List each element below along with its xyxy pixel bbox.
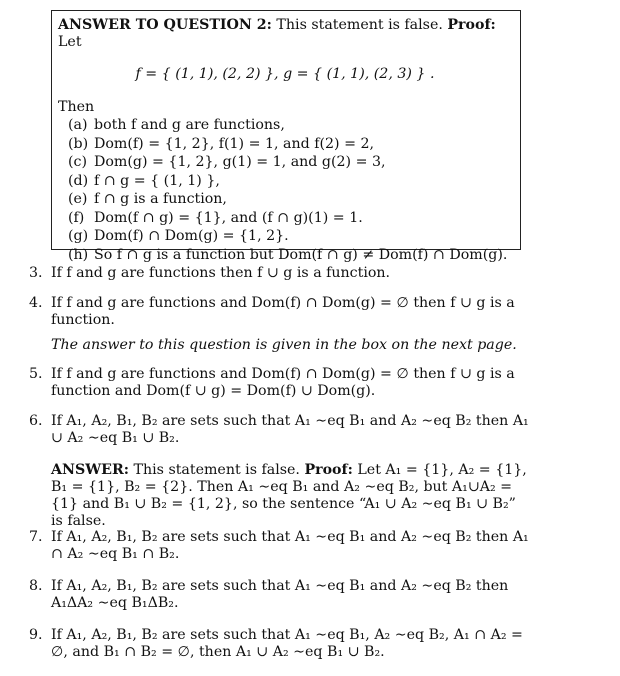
definition-formula: f = { (1, 1), (2, 2) }, g = { (1, 1), (2, 3) } . [135,66,435,82]
proof-step: (f) Dom(f ∩ g) = {1}, and (f ∩ g)(1) = 1. [68,209,363,226]
question-number: 4. [29,295,43,311]
answer-intro-text: This statement is false. [271,17,448,33]
then-label: Then [58,99,95,115]
question-8 [29,578,534,612]
question-number: 5. [29,366,43,382]
answer-question-6 [51,462,531,530]
question-text: If A₁, A₂, B₁, B₂ are sets such that A₁ ∼eq B₁ and A₂ ∼eq B₂ then A₁ ∪ A₂ ∼eq B₁ ∪ B₂. [51,413,529,446]
proof-step-text: Dom(f) = {1, 2}, f(1) = 1, and f(2) = 2, [94,135,375,152]
question-9 [29,627,534,661]
question-6 [29,413,534,447]
question-4 [29,295,534,329]
question-text: If A₁, A₂, B₁, B₂ are sets such that A₁ ∼eq B₁ and A₂ ∼eq B₂ then A₁ ∩ A₂ ∼eq B₁ ∩ B₂. [51,529,529,562]
proof-step: (c) Dom(g) = {1, 2}, g(1) = 1, and g(2) = 3, [68,154,386,170]
proof-step: (g) Dom(f) ∩ Dom(g) = {1, 2}. [68,228,289,244]
answer-text: Let A₁ = {1}, A₂ = {1}, B₁ = {1}, B₂ = {2}. Then A₁ ∼eq B₁ and A₂ ∼eq B₂, but A₁∪A₂ = {1} and B₁ ∪ B₂ = {1, 2}, so the sentence “A₁ ∪ A₂ ∼eq B₁ ∪ B₂” is false. [51,462,527,529]
proof-step: (e) f ∩ g is a function, [68,191,227,207]
question-text: If A₁, A₂, B₁, B₂ are sets such that A₁ ∼eq B₁, A₂ ∼eq B₂, A₁ ∩ A₂ = ∅, and B₁ ∩ B₂ = ∅, then A₁ ∪ A₂ ∼eq B₁ ∪ B₂. [51,627,523,660]
proof-step-text: Dom(f) ∩ Dom(g) = {1, 2}. [94,228,289,244]
question-number: 7. [29,529,43,545]
proof-tail: Let [58,34,82,50]
proof-step-text: Dom(g) = {1, 2}, g(1) = 1, and g(2) = 3, [94,154,386,170]
question-text: If f and g are functions then f ∪ g is a function. [51,265,391,281]
question-number: 8. [29,578,43,594]
answer-box-question-2 [51,10,521,263]
proof-step-text: both f and g are functions, [94,117,285,133]
question-number: 3. [29,265,43,281]
proof-step: (a) both f and g are functions, [68,117,285,133]
proof-step-text: f ∩ g is a function, [94,191,227,207]
question-text: If f and g are functions and Dom(f) ∩ Dom(g) = ∅ then f ∪ g is a function and Dom(f ∪ g) = Dom(f) ∪ Dom(g). [51,366,515,399]
proof-label: Proof: [304,462,353,478]
proof-step: (h) So f ∩ g is a function but Dom(f ∩ g) ≠ Dom(f) ∩ Dom(g). [68,246,508,263]
question-5 [29,366,534,400]
question-4-note: The answer to this question is given in the box on the next page. [51,337,517,353]
question-number: 6. [29,413,43,429]
answer-label: ANSWER: [51,462,129,478]
question-7 [29,529,534,563]
question-text: If A₁, A₂, B₁, B₂ are sets such that A₁ ∼eq B₁ and A₂ ∼eq B₂ then A₁ΔA₂ ∼eq B₁ΔB₂. [51,578,509,611]
proof-steps [58,116,512,264]
proof-step-text: Dom(f ∩ g) = {1}, and (f ∩ g)(1) = 1. [94,209,363,226]
question-text: If f and g are functions and Dom(f) ∩ Dom(g) = ∅ then f ∪ g is a function. [51,295,515,328]
question-3 [29,265,534,282]
question-number: 9. [29,627,43,643]
answer-intro [58,17,512,51]
answer-text-lead: This statement is false. [129,462,305,478]
proof-step: (d) f ∩ g = { (1, 1) }, [68,172,220,189]
proof-step-text: So f ∩ g is a function but Dom(f ∩ g) ≠ Dom(f) ∩ Dom(g). [94,246,508,263]
proof-step: (b) Dom(f) = {1, 2}, f(1) = 1, and f(2) = 2, [68,135,375,152]
answer-heading: ANSWER TO QUESTION 2: [58,17,272,33]
proof-step-text: f ∩ g = { (1, 1) }, [94,172,220,189]
proof-label: Proof: [447,17,496,33]
